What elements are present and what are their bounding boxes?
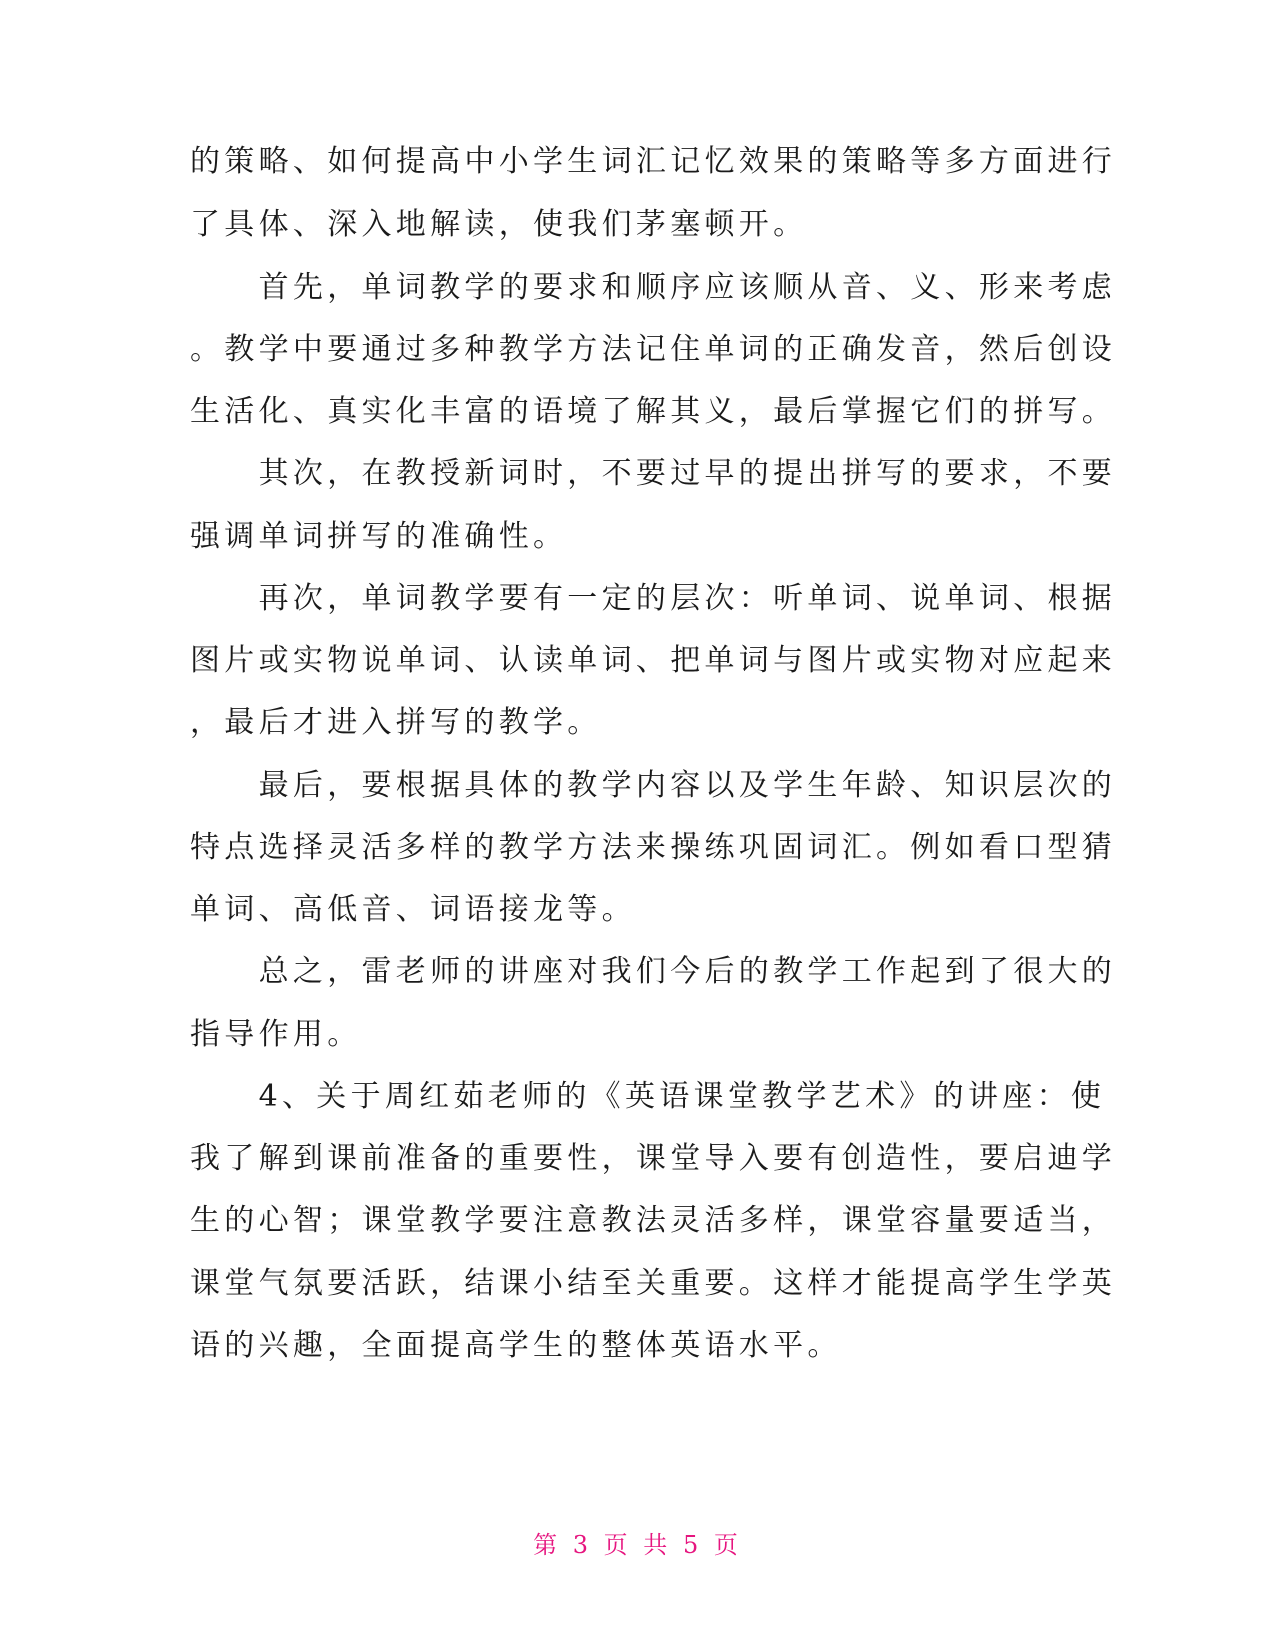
page-number: 第 3 页 共 5 页 — [533, 1531, 742, 1559]
text-line: 首先，单词教学的要求和顺序应该顺从音、义、形来考虑 — [190, 270, 1117, 305]
text-line: 了具体、深入地解读，使我们茅塞顿开。 — [190, 207, 808, 242]
text-line: 总之，雷老师的讲座对我们今后的教学工作起到了很大的 — [190, 954, 1117, 989]
text-line: 特点选择灵活多样的教学方法来操练巩固词汇。例如看口型猜 — [190, 830, 1117, 865]
text-line: 课堂气氛要活跃，结课小结至关重要。这样才能提高学生学英 — [190, 1266, 1117, 1301]
text-line: 最后，要根据具体的教学内容以及学生年龄、知识层次的 — [190, 768, 1117, 803]
text-line: 语的兴趣，全面提高学生的整体英语水平。 — [190, 1328, 842, 1363]
text-line: 生活化、真实化丰富的语境了解其义，最后掌握它们的拼写。 — [190, 394, 1117, 429]
text-line: 指导作用。 — [190, 1017, 362, 1052]
text-line: 。教学中要通过多种教学方法记住单词的正确发音，然后创设 — [190, 332, 1117, 367]
text-line: 4、关于周红茹老师的《英语课堂教学艺术》的讲座：使 — [190, 1079, 1106, 1114]
page-footer — [0, 1528, 1275, 1562]
text-line: 生的心智；课堂教学要注意教法灵活多样，课堂容量要适当， — [190, 1203, 1117, 1238]
text-line: 其次，在教授新词时，不要过早的提出拼写的要求，不要 — [190, 456, 1117, 491]
text-line: 图片或实物说单词、认读单词、把单词与图片或实物对应起来 — [190, 643, 1117, 678]
text-line: 再次，单词教学要有一定的层次：听单词、说单词、根据 — [190, 581, 1117, 616]
text-line: 强调单词拼写的准确性。 — [190, 519, 568, 554]
text-line: 我了解到课前准备的重要性，课堂导入要有创造性，要启迪学 — [190, 1141, 1117, 1176]
text-line: 单词、高低音、词语接龙等。 — [190, 892, 636, 927]
text-line: ，最后才进入拼写的教学。 — [190, 705, 602, 740]
text-line: 的策略、如何提高中小学生词汇记忆效果的策略等多方面进行 — [190, 144, 1117, 179]
